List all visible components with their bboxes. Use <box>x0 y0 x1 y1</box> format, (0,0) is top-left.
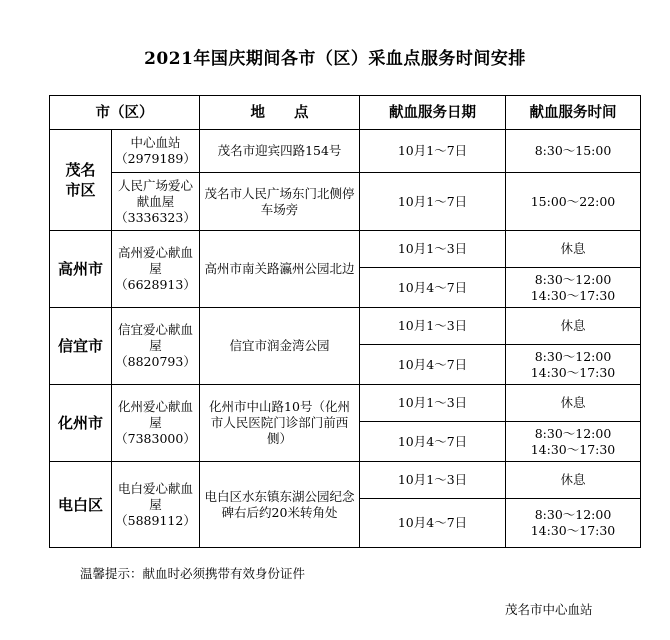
site-cell <box>112 462 200 548</box>
table-row <box>50 308 641 345</box>
date-cell: 10月1～3日 <box>360 462 506 499</box>
site-cell <box>112 385 200 462</box>
city-cell: 高州市 <box>50 231 112 308</box>
site-name: 化州爱心献血屋 <box>117 399 193 430</box>
time-cell: 休息 <box>506 385 641 422</box>
date-cell: 10月4～7日 <box>360 268 506 308</box>
site-name: 中心血站 <box>130 135 181 150</box>
time-cell: 休息 <box>506 462 641 499</box>
date-cell: 10月4～7日 <box>360 345 506 385</box>
address-cell: 电白区水东镇东湖公园纪念碑右后约20米转角处 <box>200 462 360 548</box>
site-name: 人民广场爱心献血屋 <box>117 177 193 209</box>
time-cell: 8:30～12:00 14:30～17:30 <box>506 268 641 308</box>
page-title: 2021年国庆期间各市（区）采血点服务时间安排 <box>144 49 526 69</box>
date-cell: 10月1～7日 <box>360 173 506 231</box>
site-cell <box>112 308 200 385</box>
time-cell: 休息 <box>506 231 641 268</box>
schedule-table <box>49 95 641 548</box>
site-name: 高州爱心献血屋 <box>117 245 193 276</box>
header-city: 市（区） <box>50 96 200 130</box>
address-cell: 信宜市润金湾公园 <box>200 308 360 385</box>
site-phone: （7383000） <box>115 431 196 446</box>
city-cell: 化州市 <box>50 385 112 462</box>
table-row <box>50 130 641 173</box>
date-cell: 10月4～7日 <box>360 499 506 548</box>
time-cell: 休息 <box>506 308 641 345</box>
address-cell: 化州市中山路10号（化州市人民医院门诊部门前西侧） <box>200 385 360 462</box>
city-cell: 茂名 市区 <box>50 130 112 231</box>
site-name: 电白爱心献血屋 <box>117 480 193 512</box>
table-row <box>50 173 641 231</box>
table-row <box>50 231 641 268</box>
header-time: 献血服务时间 <box>506 96 641 130</box>
city-cell: 信宜市 <box>50 308 112 385</box>
header-date: 献血服务日期 <box>360 96 506 130</box>
site-cell <box>112 173 200 231</box>
address-cell: 高州市南关路瀛州公园北边 <box>200 231 360 308</box>
site-phone: （8820793） <box>115 354 196 369</box>
date-cell: 10月1～7日 <box>360 130 506 173</box>
site-name: 信宜爱心献血屋 <box>117 322 193 353</box>
footer-org: 茂名市中心血站 <box>505 602 593 617</box>
date-cell: 10月1～3日 <box>360 231 506 268</box>
site-phone: （5889112） <box>115 512 196 528</box>
header-site: 地 点 <box>200 96 360 130</box>
tip-text: 温馨提示：献血时必须携带有效身份证件 <box>80 566 306 581</box>
date-cell: 10月4～7日 <box>360 422 506 462</box>
table-header-row <box>50 96 641 130</box>
site-cell <box>112 231 200 308</box>
table-row <box>50 385 641 422</box>
site-phone: （6628913） <box>115 277 196 292</box>
site-phone: （3336323） <box>115 209 196 225</box>
time-cell: 8:30～12:00 14:30～17:30 <box>506 345 641 385</box>
date-cell: 10月1～3日 <box>360 308 506 345</box>
address-cell: 茂名市人民广场东门北侧停车场旁 <box>200 173 360 231</box>
time-cell: 8:30～12:00 14:30～17:30 <box>506 499 641 548</box>
time-cell: 8:30～12:00 14:30～17:30 <box>506 422 641 462</box>
site-phone: （2979189） <box>115 151 196 166</box>
time-cell: 15:00～22:00 <box>506 173 641 231</box>
address-cell: 茂名市迎宾四路154号 <box>200 130 360 173</box>
time-cell: 8:30～15:00 <box>506 130 641 173</box>
city-cell: 电白区 <box>50 462 112 548</box>
table-row <box>50 462 641 499</box>
date-cell: 10月1～3日 <box>360 385 506 422</box>
site-cell <box>112 130 200 173</box>
